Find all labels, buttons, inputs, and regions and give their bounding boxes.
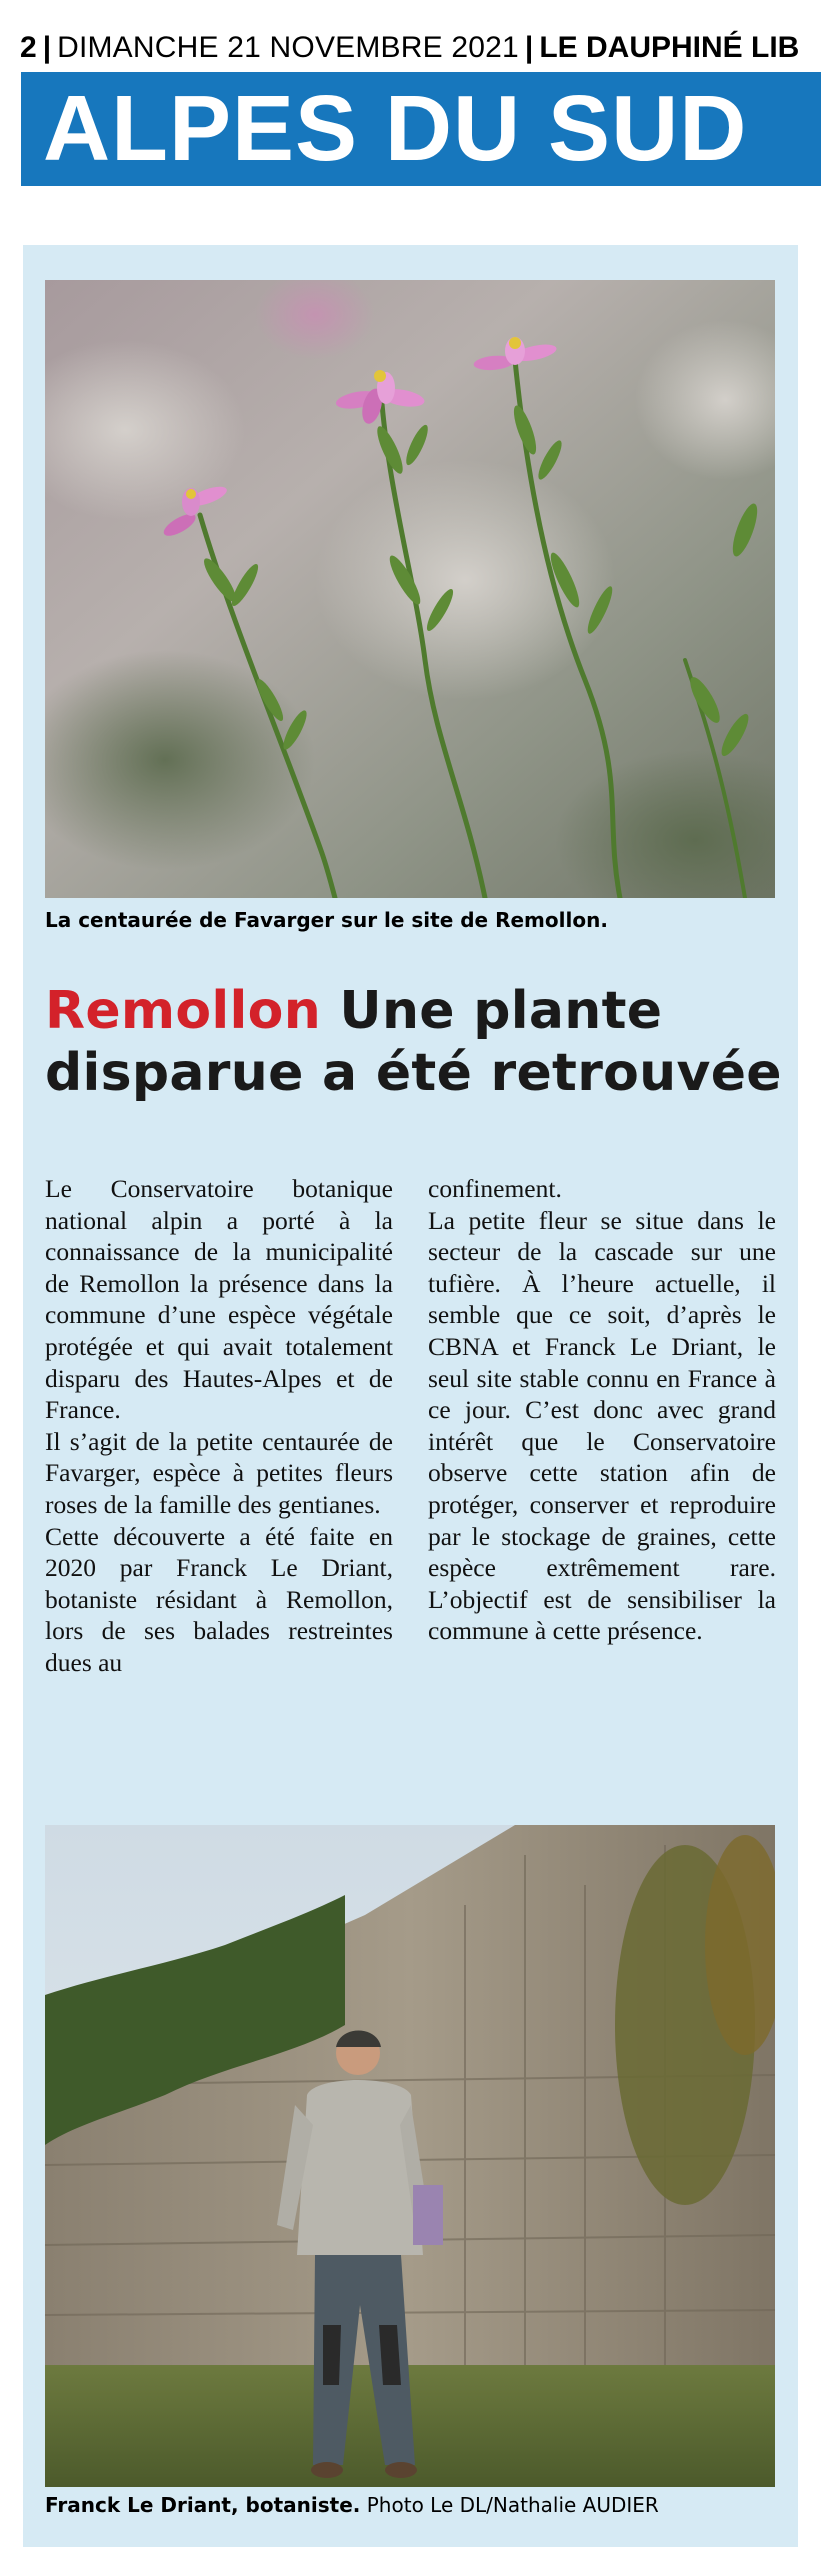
running-head <box>20 28 821 68</box>
separator: | <box>42 31 52 64</box>
body-paragraph: confinement. <box>428 1174 562 1203</box>
body-column-left <box>45 1173 393 1679</box>
section-banner <box>21 72 821 186</box>
headline-text: Une plante disparue a été retrouvée <box>45 981 782 1103</box>
body-paragraph: Le Conservatoire botanique national alpin a porté à la connaissance de la municipalité de Remollon la présence dans la commune d’une espèce végétale protégée et qui avait totalement disparu des Hautes-Alpes et de France. <box>45 1174 393 1425</box>
headline-location: Remollon <box>45 981 322 1041</box>
caption-subject: Franck Le Driant, botaniste. <box>45 2493 361 2517</box>
page-number: 2 <box>20 31 37 64</box>
body-paragraph: Il s’agit de la petite centaurée de Favarger, espèce à petites fleurs roses de la famille des gentianes. <box>45 1426 393 1519</box>
flower-photo-illustration <box>45 280 775 898</box>
body-paragraph: Cette découverte a été faite en 2020 par Franck Le Driant, botaniste résidant à Remollon, lors de ses balades restreintes dues au <box>45 1521 393 1677</box>
portrait-photo-caption <box>45 2492 775 2518</box>
flower-photo <box>45 280 775 898</box>
photo-credit: Photo Le DL/Nathalie AUDIER <box>366 2493 659 2517</box>
headline <box>45 980 785 1104</box>
newspaper-name: LE DAUPHINÉ LIB <box>539 31 800 64</box>
body-column-right <box>428 1173 776 1647</box>
body-paragraph: La petite fleur se situe dans le secteur de la cascade sur une tufière. À l’heure actuelle, il semble que ce soit, d’après le CBNA et Franck Le Driant, le seul site stable connu en France à ce jour. C’est donc avec grand intérêt que le Conservatoire observe cette station afin de protéger, conserver et reproduire par le stockage de graines, cette espèce extrêmement rare. L’objectif est de sensibiliser la commune à cette présence. <box>428 1205 776 1646</box>
section-title: ALPES DU SUD <box>43 76 748 180</box>
portrait-photo-illustration <box>45 1825 775 2487</box>
separator: | <box>524 31 534 64</box>
issue-date: DIMANCHE 21 NOVEMBRE 2021 <box>57 31 519 64</box>
flower-photo-caption: La centaurée de Favarger sur le site de Remollon. <box>45 908 608 932</box>
portrait-photo <box>45 1825 775 2487</box>
article <box>23 245 798 2547</box>
